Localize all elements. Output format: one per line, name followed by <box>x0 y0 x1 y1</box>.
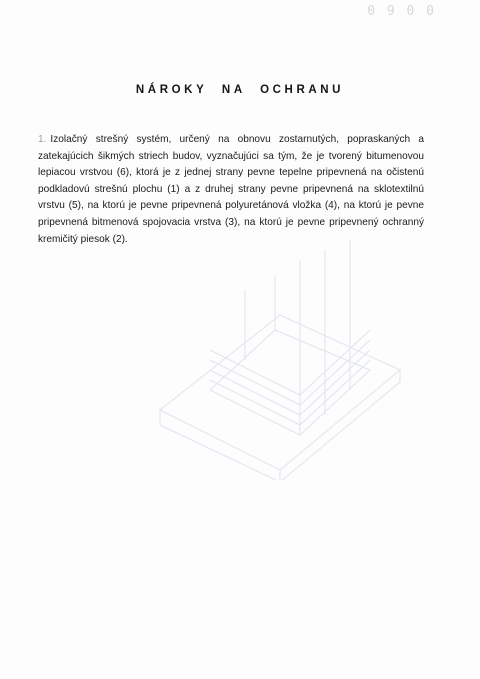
claim-paragraph <box>38 132 424 248</box>
claim-number: 1. <box>38 134 47 145</box>
show-through-drawing <box>150 220 410 480</box>
page-stamp: 0 9 0 0 <box>367 4 436 19</box>
claim-text: Izolačný strešný systém, určený na obnovu zostarnutých, popraskaných a zatekajúcich šikmých striech budov, vyznačujúci sa tým, že je tvorený bitumenovou lepiacou vrstvou (6), ktorá je z jednej strany pevne tepelne pripevnená na očistenú podkladovú strešnú plochu (1) a z druhej strany pevne pripevnená na sklotextilnú vrstvu (5), na ktorú je pevne pripevnená polyuretánová vložka (4), na ktorú je pevne pripevnená bitmenová spojovacia vrstva (3), na ktorú je pevne pripevnený ochranný kremičitý piesok (2). <box>38 134 424 245</box>
page-heading: NÁROKY NA OCHRANU <box>135 84 345 96</box>
